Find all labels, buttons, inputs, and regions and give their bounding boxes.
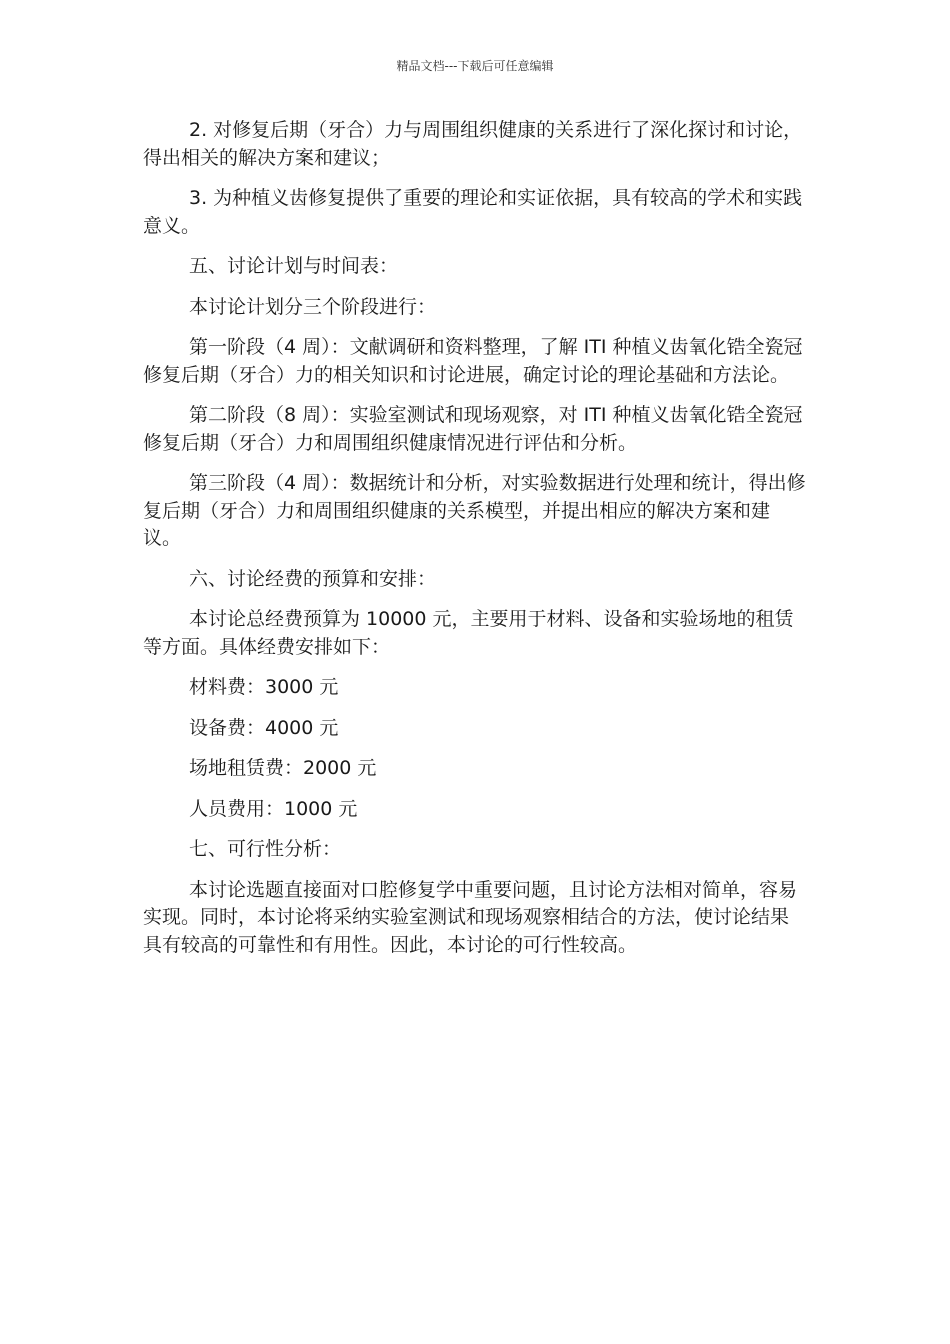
- paragraph-phase-2: 第二阶段（8 周）：实验室测试和现场观察，对 ITI 种植义齿氧化锆全瓷冠修复后期（牙合）力和周围组织健康情况进行评估和分析。: [143, 404, 803, 454]
- section-heading-schedule: 五、讨论计划与时间表：: [189, 255, 399, 277]
- budget-item-materials: 材料费：3000 元: [189, 676, 339, 698]
- budget-item-equipment: 设备费：4000 元: [189, 716, 339, 739]
- paragraph-outcome-3: 3. 为种植义齿修复提供了重要的理论和实证依据，具有较高的学术和实践意义。: [143, 187, 803, 237]
- budget-item-personnel: 人员费用：1000 元: [189, 797, 358, 820]
- document-body: [143, 117, 807, 972]
- page-header: 精品文档---下载后可任意编辑: [396, 59, 554, 73]
- paragraph-outcome-2: 2. 对修复后期（牙合）力与周围组织健康的关系进行了深化探讨和讨论，得出相关的解决方案和建议；: [143, 119, 803, 169]
- budget-item-venue: 场地租赁费：2000 元: [189, 757, 377, 779]
- paragraph-feasibility: 本讨论选题直接面对口腔修复学中重要问题，且讨论方法相对简单，容易实现。同时，本讨论将采纳实验室测试和现场观察相结合的方法，使讨论结果具有较高的可靠性和有用性。因此，本讨论的可行性较高。: [143, 878, 798, 956]
- paragraph-phase-3: 第三阶段（4 周）：数据统计和分析，对实验数据进行处理和统计，得出修复后期（牙合）力和周围组织健康的关系模型，并提出相应的解决方案和建议。: [143, 472, 806, 549]
- paragraph-schedule-intro: 本讨论计划分三个阶段进行：: [189, 295, 437, 318]
- paragraph-budget-intro: 本讨论总经费预算为 10000 元，主要用于材料、设备和实验场地的租赁等方面。具体经费安排如下：: [143, 608, 794, 658]
- section-heading-feasibility: 七、可行性分析：: [189, 838, 342, 860]
- section-heading-budget: 六、讨论经费的预算和安排：: [189, 567, 437, 590]
- paragraph-phase-1: 第一阶段（4 周）：文献调研和资料整理，了解 ITI 种植义齿氧化锆全瓷冠修复后期（牙合）力的相关知识和讨论进展，确定讨论的理论基础和方法论。: [143, 336, 803, 386]
